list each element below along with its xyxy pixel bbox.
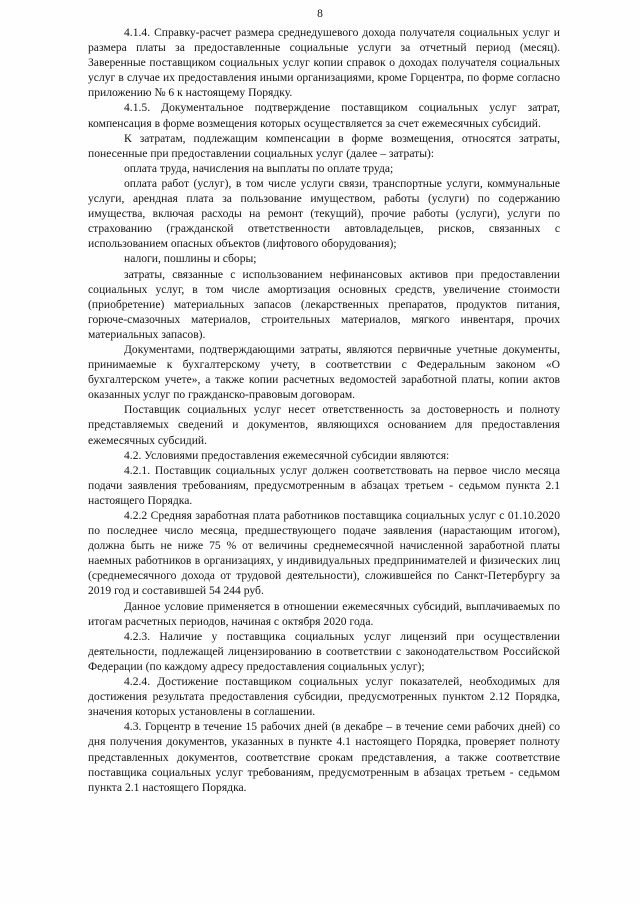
page-number: 8 (317, 8, 323, 20)
paragraph-4-2-2: 4.2.2 Средняя заработная плата работников поставщика социальных услуг с 01.10.2020 по последнее число месяца, предшествующего подаче заявления (нарастающим итогом), должна быть не ниже 75 % от величины среднемесячной начисленной заработной платы наемных работников в организациях, у индивидуальных предпринимателей и физических лиц (среднемесячного дохода от трудовой деятельности), сложившейся по Санкт-Петербургу за 2019 год и составившей 54 244 руб. (88, 509, 560, 598)
paragraph-4-1-4: 4.1.4. Справку-расчет размера среднедушевого дохода получателя социальных услуг и размера платы за предоставленные социальные услуги за отчетный период (месяц). Заверенные поставщиком социальных услуг копии справок о доходах получателя социальных услуг в случае их предоставления иными организациями, кроме Горцентра, по форме согласно приложению № 6 к настоящему Порядку. (88, 26, 560, 100)
paragraph-responsibility: Поставщик социальных услуг несет ответственность за достоверность и полноту представляемых сведений и документов, являющихся основанием для предоставления ежемесячных субсидий. (88, 403, 560, 447)
paragraph-costs-intro: К затратам, подлежащим компенсации в форме возмещения, относятся затраты, понесенные при предоставлении социальных услуг (далее – затраты): (88, 131, 560, 160)
paragraph-services-costs: оплата работ (услуг), в том числе услуги связи, транспортные услуги, коммунальные услуги, арендная плата за пользование имуществом, работы (услуги) по содержанию имущества, включая расходы на ремонт (текущий), прочие работы (услуги), услуги по страхованию (гражданской ответственности автовладельцев, рисков, связанных с использованием опасных объектов (лифтового оборудования); (88, 176, 560, 251)
paragraph-taxes: налоги, пошлины и сборы; (124, 252, 257, 266)
paragraph-4-2-1: 4.2.1. Поставщик социальных услуг должен соответствовать на первое число месяца подачи заявления требованиям, предусмотренным в абзацах третьем - седьмом пункта 2.1 настоящего Порядка. (88, 463, 560, 507)
paragraph-condition-applies: Данное условие применяется в отношении ежемесячных субсидий, выплачиваемых по итогам расчетных периодов, начиная с октября 2020 года. (88, 599, 560, 628)
paragraph-4-1-5: 4.1.5. Документальное подтверждение поставщиком социальных услуг затрат, компенсация в форме возмещения которых осуществляется за счет ежемесячных субсидий. (88, 101, 560, 130)
paragraph-labor-costs: оплата труда, начисления на выплаты по оплате труда; (124, 161, 394, 175)
paragraph-supporting-documents: Документами, подтверждающими затраты, являются первичные учетные документы, принимаемые к бухгалтерскому учету, в соответствии с Федеральным законом «О бухгалтерском учете», а также копии расчетных ведомостей заработной платы, копии актов оказанных услуг по гражданско-правовым договорам. (88, 342, 560, 402)
paragraph-4-3: 4.3. Горцентр в течение 15 рабочих дней (в декабре – в течение семи рабочих дней) со дня получения документов, указанных в пункте 4.1 настоящего Порядка, проверяет полноту представленных документов, соответствие срокам представления, а также соответствие поставщика социальных услуг требованиям, предусмотренным в абзацах третьем - седьмом пункта 2.1 настоящего Порядка. (88, 720, 560, 794)
paragraph-4-2-3: 4.2.3. Наличие у поставщика социальных услуг лицензий при осуществлении деятельности, подлежащей лицензированию в соответствии с законодательством Российской Федерации (по каждому адресу предоставления социальных услуг); (88, 629, 560, 673)
paragraph-4-2-4: 4.2.4. Достижение поставщиком социальных услуг показателей, необходимых для достижения результата предоставления субсидии, предусмотренных пунктом 2.12 Порядка, значения которых установлены в соглашении. (88, 675, 560, 719)
paragraph-nonfinancial-assets: затраты, связанные с использованием нефинансовых активов при предоставлении социальных услуг, в том числе амортизация основных средств, увеличение стоимости (приобретение) материальных запасов (лекарственных препаратов, продуктов питания, горюче-смазочных материалов, строительных материалов, мягкого инвентаря, прочих материальных запасов). (88, 267, 560, 341)
document-body (88, 25, 560, 795)
paragraph-4-2: 4.2. Условиями предоставления ежемесячной субсидии являются: (124, 448, 450, 462)
